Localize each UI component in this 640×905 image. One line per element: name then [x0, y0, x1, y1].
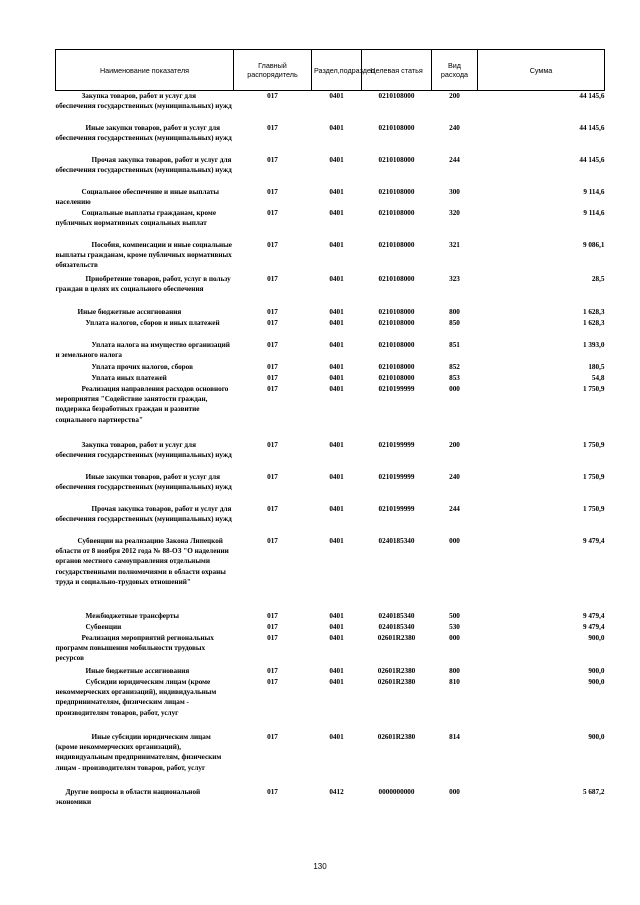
row-target: 0210108000: [378, 240, 415, 249]
table-row: [56, 384, 605, 440]
row-sum: 900,0: [588, 633, 605, 642]
row-type: 851: [449, 340, 460, 349]
row-target: 0240185340: [378, 622, 415, 631]
row-admin: 017: [267, 340, 278, 349]
row-target: 0210108000: [378, 340, 415, 349]
row-target: 0000000000: [378, 787, 415, 796]
table-row: [56, 155, 605, 187]
row-section: 0401: [329, 633, 344, 642]
row-name: Уплата налогов, сборов и иных платежей: [85, 318, 220, 327]
row-section: 0401: [329, 666, 344, 675]
row-name: Уплата иных платежей: [91, 373, 167, 382]
row-type: 320: [449, 208, 460, 217]
row-admin: 017: [267, 622, 278, 631]
row-target: 0210108000: [378, 373, 415, 382]
row-type: 240: [449, 472, 460, 481]
row-target: 02601R2380: [377, 677, 416, 686]
row-type: 000: [449, 633, 460, 642]
row-sum: 1 750,9: [582, 384, 605, 393]
row-type: 000: [449, 536, 460, 545]
row-type: 814: [449, 732, 460, 741]
row-name: Пособия, компенсации и иные социальные выплаты гражданам, кроме публичных нормативных обязательств: [55, 240, 232, 270]
row-admin: 017: [267, 384, 278, 393]
table-row: [56, 787, 605, 809]
table-row: [56, 472, 605, 504]
row-name: Иные бюджетные ассигнования: [85, 666, 190, 675]
row-target: 0210108000: [378, 187, 415, 196]
row-name: Иные субсидии юридическим лицам (кроме некоммерческих организаций), индивидуальным предпринимателям, физическим лицам - производителям товаров, работ, услуг: [55, 732, 222, 772]
row-section: 0401: [329, 92, 344, 100]
row-admin: 017: [267, 504, 278, 513]
row-name: Закупка товаров, работ и услуг для обеспечения государственных (муниципальных) нужд: [55, 92, 232, 111]
row-admin: 017: [267, 240, 278, 249]
table-row: [56, 666, 605, 677]
row-target: 0210108000: [378, 155, 415, 164]
row-sum: 44 145,6: [579, 92, 605, 100]
row-section: 0401: [329, 208, 344, 217]
row-target: 0240185340: [378, 611, 415, 620]
row-target: 0210108000: [378, 274, 415, 283]
row-sum: 180,5: [588, 362, 605, 371]
table-row: [56, 240, 605, 274]
row-target: 0210199999: [378, 440, 415, 449]
table-row: [56, 504, 605, 536]
row-target: 02601R2380: [377, 633, 416, 642]
row-type: 850: [449, 318, 460, 327]
row-admin: 017: [267, 787, 278, 796]
row-target: 0210199999: [378, 384, 415, 393]
row-sum: 28,5: [591, 274, 605, 283]
table-row: [56, 633, 605, 666]
row-admin: 017: [267, 187, 278, 196]
row-target: 0240185340: [378, 536, 415, 545]
page-number: 130: [313, 862, 327, 871]
row-type: 500: [449, 611, 460, 620]
header-section: Раздел,подраздел: [312, 50, 362, 91]
row-sum: 1 628,3: [582, 307, 605, 316]
table-row: [56, 536, 605, 611]
row-admin: 017: [267, 307, 278, 316]
row-target: 0210199999: [378, 472, 415, 481]
row-admin: 017: [267, 92, 278, 100]
row-name: Субвенции на реализацию Закона Липецкой области от 8 ноября 2012 года № 88-ОЗ "О наделении органов местного самоуправления отдельными государственными полномочиями в области охраны труда и социально-трудовых отношений": [55, 536, 229, 587]
row-section: 0401: [329, 187, 344, 196]
table-row: [56, 373, 605, 384]
row-section: 0401: [329, 677, 344, 686]
row-sum: 44 145,6: [579, 155, 605, 164]
row-type: 200: [449, 440, 460, 449]
header-target: Целевая статья: [362, 50, 432, 91]
budget-table: [55, 49, 605, 809]
row-sum: 9 479,4: [582, 611, 605, 620]
row-type: 200: [449, 92, 460, 100]
table-row: [56, 622, 605, 633]
row-name: Социальное обеспечение и иные выплаты населению: [55, 187, 220, 206]
row-section: 0401: [329, 123, 344, 132]
row-section: 0401: [329, 504, 344, 513]
row-type: 323: [449, 274, 460, 283]
header-type: Вид расхода: [432, 50, 478, 91]
row-target: 0210108000: [378, 92, 415, 100]
row-section: 0401: [329, 472, 344, 481]
table-row: [56, 208, 605, 240]
row-admin: 017: [267, 440, 278, 449]
row-type: 244: [449, 504, 460, 513]
table-row: [56, 187, 605, 208]
row-name: Субсидии юридическим лицам (кроме некоммерческих организаций), индивидуальным предпринимателям, физическим лицам - производителям товаров, работ, услуг: [55, 677, 217, 717]
row-name: Субвенции: [85, 622, 122, 631]
row-sum: 9 479,4: [582, 536, 605, 545]
row-admin: 017: [267, 611, 278, 620]
row-name: Уплата прочих налогов, сборов: [91, 362, 193, 371]
row-section: 0401: [329, 384, 344, 393]
row-target: 0210108000: [378, 307, 415, 316]
row-name: Иные закупки товаров, работ и услуг для обеспечения государственных (муниципальных) нужд: [55, 123, 232, 142]
table-row: [56, 611, 605, 622]
row-admin: 017: [267, 274, 278, 283]
row-type: 853: [449, 373, 460, 382]
row-target: 0210108000: [378, 208, 415, 217]
row-sum: 1 628,3: [582, 318, 605, 327]
header-admin: Главный распорядитель: [234, 50, 312, 91]
row-type: 000: [449, 384, 460, 393]
header-name: Наименование показателя: [56, 50, 234, 91]
row-admin: 017: [267, 123, 278, 132]
row-section: 0401: [329, 536, 344, 545]
row-sum: 9 479,4: [582, 622, 605, 631]
row-name: Закупка товаров, работ и услуг для обеспечения государственных (муниципальных) нужд: [55, 440, 232, 459]
row-name: Реализация направления расходов основного мероприятия "Содействие занятости граждан, поддержка безработных граждан и развитие социального партнерства": [55, 384, 229, 424]
row-sum: 900,0: [588, 732, 605, 741]
row-name: Прочая закупка товаров, работ и услуг для обеспечения государственных (муниципальных) нужд: [55, 155, 232, 174]
table-row: [56, 677, 605, 732]
table-row: [56, 91, 605, 123]
header-sum: Сумма: [478, 50, 605, 91]
row-section: 0401: [329, 318, 344, 327]
row-sum: 1 750,9: [582, 440, 605, 449]
table-row: [56, 123, 605, 155]
row-name: Уплата налога на имущество организаций и земельного налога: [55, 340, 230, 359]
row-section: 0401: [329, 340, 344, 349]
row-type: 321: [449, 240, 460, 249]
row-admin: 017: [267, 732, 278, 741]
table-row: [56, 318, 605, 340]
row-type: 240: [449, 123, 460, 132]
table-row: [56, 307, 605, 318]
row-type: 810: [449, 677, 460, 686]
row-type: 530: [449, 622, 460, 631]
row-sum: 5 687,2: [582, 787, 605, 796]
table-row: [56, 340, 605, 362]
row-section: 0401: [329, 611, 344, 620]
row-admin: 017: [267, 472, 278, 481]
row-admin: 017: [267, 155, 278, 164]
row-section: 0401: [329, 732, 344, 741]
row-admin: 017: [267, 208, 278, 217]
table-row: [56, 274, 605, 307]
row-type: 852: [449, 362, 460, 371]
row-target: 0210108000: [378, 318, 415, 327]
row-name: Прочая закупка товаров, работ и услуг для обеспечения государственных (муниципальных) нужд: [55, 504, 232, 523]
table-row: [56, 362, 605, 373]
row-name: Межбюджетные трансферты: [85, 611, 180, 620]
row-section: 0401: [329, 373, 344, 382]
row-name: Социальные выплаты гражданам, кроме публичных нормативных социальных выплат: [55, 208, 217, 227]
table-row: [56, 732, 605, 787]
row-type: 800: [449, 307, 460, 316]
row-sum: 9 114,6: [583, 187, 605, 196]
row-sum: 1 750,9: [582, 472, 605, 481]
row-type: 000: [449, 787, 460, 796]
row-sum: 9 086,1: [582, 240, 605, 249]
row-target: 0210199999: [378, 504, 415, 513]
row-target: 02601R2380: [377, 732, 416, 741]
row-admin: 017: [267, 373, 278, 382]
row-admin: 017: [267, 318, 278, 327]
row-sum: 1 393,0: [582, 340, 605, 349]
row-sum: 1 750,9: [582, 504, 605, 513]
row-type: 244: [449, 155, 460, 164]
row-section: 0401: [329, 622, 344, 631]
row-name: Приобретение товаров, работ, услуг в пользу граждан в целях их социального обеспечения: [55, 274, 231, 293]
row-type: 800: [449, 666, 460, 675]
row-section: 0412: [329, 787, 344, 796]
row-type: 300: [449, 187, 460, 196]
row-section: 0401: [329, 307, 344, 316]
row-section: 0401: [329, 274, 344, 283]
row-admin: 017: [267, 677, 278, 686]
table-header-row: [56, 50, 605, 91]
row-sum: 900,0: [588, 666, 605, 675]
row-target: 02601R2380: [377, 666, 416, 675]
row-admin: 017: [267, 362, 278, 371]
row-target: 0210108000: [378, 123, 415, 132]
row-admin: 017: [267, 666, 278, 675]
row-name: Иные закупки товаров, работ и услуг для обеспечения государственных (муниципальных) нужд: [55, 472, 232, 491]
row-sum: 54,8: [591, 373, 605, 382]
row-section: 0401: [329, 240, 344, 249]
row-target: 0210108000: [378, 362, 415, 371]
row-admin: 017: [267, 536, 278, 545]
row-sum: 9 114,6: [583, 208, 605, 217]
row-name: Другие вопросы в области национальной экономики: [55, 787, 201, 806]
row-admin: 017: [267, 633, 278, 642]
row-section: 0401: [329, 362, 344, 371]
table-row: [56, 440, 605, 472]
row-section: 0401: [329, 440, 344, 449]
row-sum: 44 145,6: [579, 123, 605, 132]
row-sum: 900,0: [588, 677, 605, 686]
row-name: Реализация мероприятий региональных программ повышения мобильности трудовых ресурсов: [55, 633, 214, 663]
row-section: 0401: [329, 155, 344, 164]
row-name: Иные бюджетные ассигнования: [77, 307, 182, 316]
